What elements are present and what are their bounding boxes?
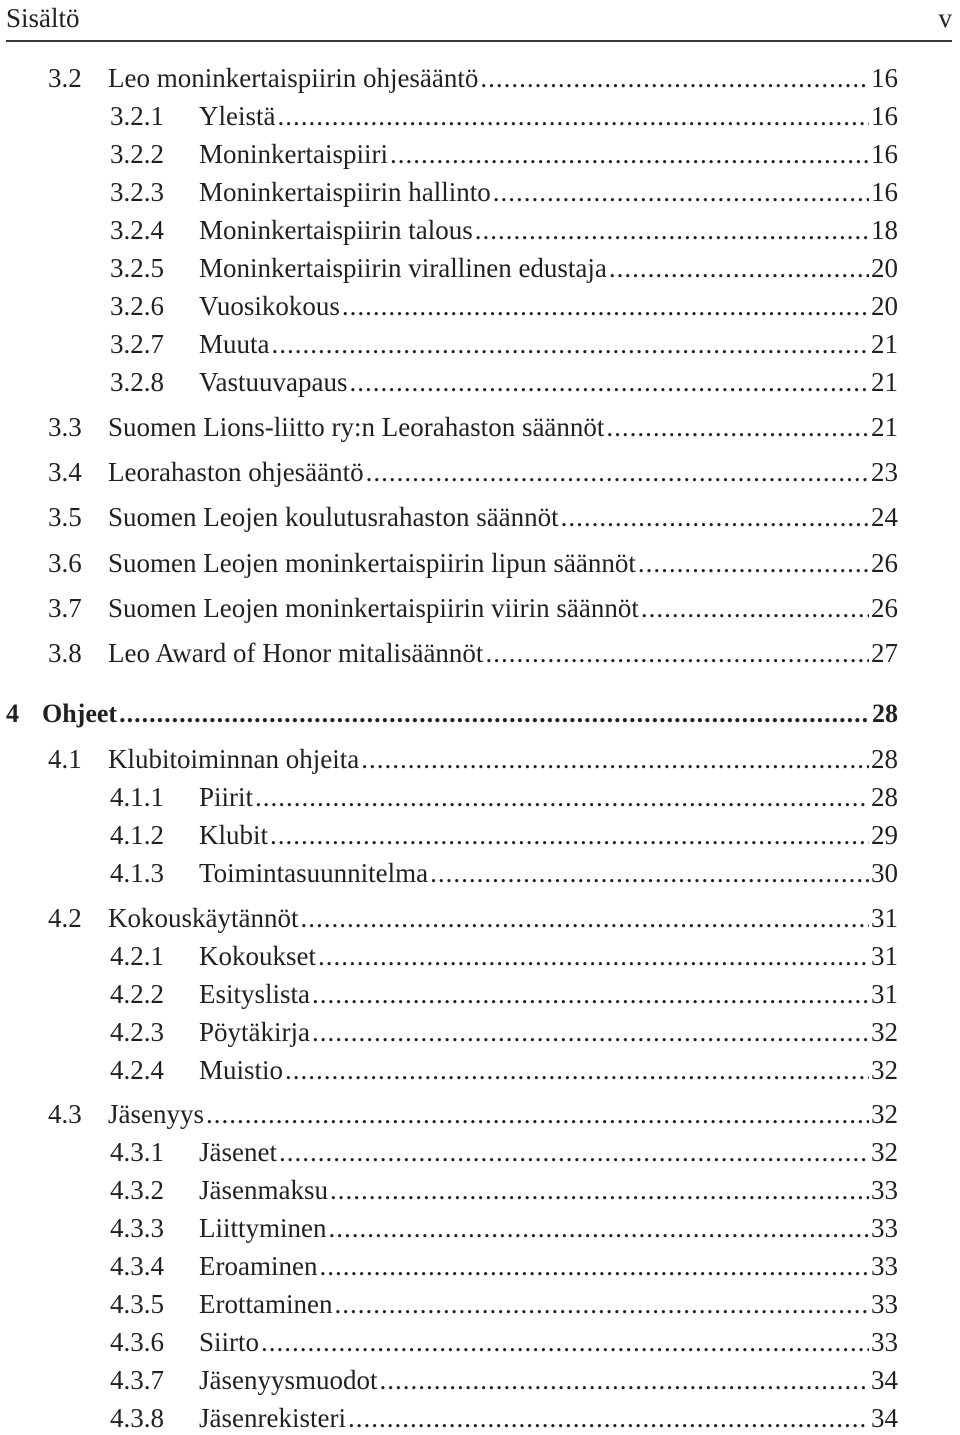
toc-entry-page-number: 32 <box>871 1137 898 1167</box>
toc-entry-page-number: 16 <box>871 63 898 93</box>
toc-leader-dots <box>349 365 869 399</box>
toc-entry-title: Muistio <box>199 1055 284 1085</box>
toc-entry-title: Suomen Leojen koulutusrahaston säännöt <box>108 502 559 532</box>
toc-entry-page-number: 21 <box>871 412 898 442</box>
toc-entry-number: 4.1 <box>48 744 82 774</box>
toc-entry-number: 4.3.3 <box>110 1213 164 1243</box>
toc-entry[interactable] <box>110 251 898 285</box>
toc-entry-page-number: 33 <box>871 1175 898 1205</box>
toc-entry-number: 4.3.5 <box>110 1289 164 1319</box>
toc-entry[interactable] <box>110 818 898 852</box>
toc-leader-dots <box>272 327 870 361</box>
toc-entry-title: Kokoukset <box>199 941 316 971</box>
toc-leader-dots <box>390 137 869 171</box>
toc-entry[interactable] <box>110 327 898 361</box>
toc-entry-number: 4.2 <box>48 903 82 933</box>
toc-entry-title: Vuosikokous <box>199 291 340 321</box>
toc-entry-page-number: 32 <box>871 1017 898 1047</box>
toc-leader-dots <box>330 1173 869 1207</box>
toc-entry-title: Eroaminen <box>199 1251 318 1281</box>
toc-leader-dots <box>493 175 869 209</box>
toc-leader-dots <box>255 780 869 814</box>
toc-entry-number: 3.2.4 <box>110 215 164 245</box>
toc-entry[interactable] <box>110 213 898 247</box>
toc-entry-number: 3.2.1 <box>110 101 164 131</box>
toc-leader-dots <box>279 1135 869 1169</box>
toc-entry-page-number: 27 <box>871 638 898 668</box>
toc-entry-number: 4.2.1 <box>110 941 164 971</box>
toc-leader-dots <box>285 1053 869 1087</box>
toc-entry[interactable] <box>48 901 898 935</box>
toc-entry[interactable] <box>48 1097 898 1131</box>
toc-entry-page-number: 31 <box>871 979 898 1009</box>
toc-entry[interactable] <box>48 636 898 670</box>
toc-entry[interactable] <box>110 1173 898 1207</box>
toc-entry-number: 4.1.1 <box>110 782 164 812</box>
toc-entry-number: 3.2.6 <box>110 291 164 321</box>
toc-leader-dots <box>261 1325 869 1359</box>
toc-leader-dots <box>380 1363 870 1397</box>
toc-entry-number: 3.4 <box>48 457 82 487</box>
toc-entry-number: 3.2.2 <box>110 139 164 169</box>
toc-entry-number: 4.3 <box>48 1099 82 1129</box>
toc-leader-dots <box>475 213 869 247</box>
toc-entry-title: Piirit <box>199 782 254 812</box>
toc-entry-number: 3.2.8 <box>110 367 164 397</box>
toc-entry[interactable] <box>110 977 898 1011</box>
toc-entry-title: Moninkertaispiirin talous <box>199 215 473 245</box>
toc-entry-page-number: 16 <box>871 177 898 207</box>
toc-entry-page-number: 18 <box>871 215 898 245</box>
toc-entry-title: Jäsenyys <box>108 1099 204 1129</box>
toc-entry-title: Leorahaston ohjesääntö <box>108 457 364 487</box>
toc-entry-number: 4.2.3 <box>110 1017 164 1047</box>
toc-entry-number: 4.1.2 <box>110 820 164 850</box>
toc-leader-dots <box>319 1249 869 1283</box>
toc-entry-title: Leo moninkertaispiirin ohjesääntö <box>108 63 479 93</box>
toc-entry-number: 3.2.7 <box>110 329 164 359</box>
toc-entry-title: Kokouskäytännöt <box>108 903 299 933</box>
toc-entry[interactable] <box>6 697 898 731</box>
toc-entry-page-number: 21 <box>871 367 898 397</box>
toc-entry-page-number: 31 <box>871 941 898 971</box>
toc-entry-page-number: 16 <box>871 139 898 169</box>
toc-leader-dots <box>119 697 870 731</box>
toc-entry[interactable] <box>110 99 898 133</box>
toc-leader-dots <box>318 939 869 973</box>
toc-entry[interactable] <box>110 289 898 323</box>
toc-entry[interactable] <box>48 410 898 444</box>
toc-entry-title: Moninkertaispiiri <box>199 139 388 169</box>
toc-entry[interactable] <box>48 546 898 580</box>
toc-entry-page-number: 33 <box>871 1327 898 1357</box>
toc-entry-number: 4.3.2 <box>110 1175 164 1205</box>
toc-entry[interactable] <box>110 939 898 973</box>
toc-leader-dots <box>277 99 869 133</box>
toc-entry[interactable] <box>110 1015 898 1049</box>
toc-entry-page-number: 32 <box>871 1099 898 1129</box>
toc-entry-title: Siirto <box>199 1327 260 1357</box>
toc-entry-number: 4.3.7 <box>110 1365 164 1395</box>
toc-leader-dots <box>641 591 869 625</box>
toc-entry-number: 4.1.3 <box>110 858 164 888</box>
toc-leader-dots <box>361 742 869 776</box>
toc-entry-page-number: 30 <box>871 858 898 888</box>
toc-entry[interactable] <box>110 1363 898 1397</box>
toc-entry-number: 4.2.2 <box>110 979 164 1009</box>
toc-entry[interactable] <box>110 1053 898 1087</box>
toc-leader-dots <box>300 901 869 935</box>
toc-entry-page-number: 33 <box>871 1213 898 1243</box>
toc-entry-title: Erottaminen <box>199 1289 333 1319</box>
toc-entry-page-number: 34 <box>871 1365 898 1395</box>
toc-entry-title: Suomen Leojen moninkertaispiirin lipun säännöt <box>108 548 636 578</box>
toc-entry-page-number: 28 <box>871 744 898 774</box>
toc-entry-title: Jäsenmaksu <box>199 1175 328 1205</box>
toc-entry-title: Jäsenyysmuodot <box>199 1365 378 1395</box>
toc-entry-title: Vastuuvapaus <box>199 367 348 397</box>
toc-entry-number: 4.2.4 <box>110 1055 164 1085</box>
toc-leader-dots <box>329 1211 870 1245</box>
toc-entry-number: 3.2.3 <box>110 177 164 207</box>
toc-entry-page-number: 34 <box>871 1403 898 1433</box>
toc-entry-page-number: 28 <box>872 699 898 728</box>
toc-entry-page-number: 26 <box>871 593 898 623</box>
toc-leader-dots <box>430 856 869 890</box>
toc-entry-title: Leo Award of Honor mitalisäännöt <box>108 638 484 668</box>
toc-entry-page-number: 24 <box>871 502 898 532</box>
toc-entry-page-number: 28 <box>871 782 898 812</box>
toc-leader-dots <box>270 818 869 852</box>
toc-entry-title: Pöytäkirja <box>199 1017 310 1047</box>
toc-entry-page-number: 16 <box>871 101 898 131</box>
toc-leader-dots <box>348 1401 869 1435</box>
toc-entry[interactable] <box>110 780 898 814</box>
toc-entry-title: Suomen Leojen moninkertaispiirin viirin säännöt <box>108 593 639 623</box>
toc-entry-page-number: 31 <box>871 903 898 933</box>
toc-entry-title: Jäsenet <box>199 1137 277 1167</box>
toc-entry[interactable] <box>110 137 898 171</box>
toc-entry-title: Suomen Lions-liitto ry:n Leorahaston säännöt <box>108 412 605 442</box>
toc-leader-dots <box>638 546 869 580</box>
toc-entry-page-number: 20 <box>871 253 898 283</box>
toc-entry-title: Jäsenrekisteri <box>199 1403 346 1433</box>
toc-entry-title: Liittyminen <box>199 1213 327 1243</box>
toc-entry-title: Ohjeet <box>42 699 118 728</box>
toc-entry-number: 4 <box>6 699 19 728</box>
toc-entry[interactable] <box>110 175 898 209</box>
toc-entry-number: 3.8 <box>48 638 82 668</box>
toc-entry-title: Muuta <box>199 329 270 359</box>
toc-entry[interactable] <box>48 61 898 95</box>
toc-entry-number: 4.3.8 <box>110 1403 164 1433</box>
toc-leader-dots <box>485 636 869 670</box>
toc-entry[interactable] <box>110 365 898 399</box>
toc-entry[interactable] <box>48 591 898 625</box>
toc-entry-number: 3.2 <box>48 63 82 93</box>
toc-entry-number: 3.7 <box>48 593 82 623</box>
toc-leader-dots <box>609 251 869 285</box>
toc-entry-number: 4.3.4 <box>110 1251 164 1281</box>
toc-entry[interactable] <box>110 1211 898 1245</box>
toc-entry-title: Moninkertaispiirin virallinen edustaja <box>199 253 607 283</box>
toc-entry-number: 3.6 <box>48 548 82 578</box>
toc-entry-number: 4.3.6 <box>110 1327 164 1357</box>
toc-entry[interactable] <box>110 1249 898 1283</box>
toc-entry-number: 3.2.5 <box>110 253 164 283</box>
toc-entry-page-number: 33 <box>871 1289 898 1319</box>
toc-entry-page-number: 29 <box>871 820 898 850</box>
toc-leader-dots <box>334 1287 869 1321</box>
toc-entry[interactable] <box>110 1325 898 1359</box>
toc-entry-title: Esityslista <box>199 979 311 1009</box>
running-header-title: Sisältö <box>6 3 80 33</box>
toc-leader-dots <box>342 289 869 323</box>
toc-leader-dots <box>606 410 869 444</box>
running-header-page-number: v <box>938 3 952 33</box>
toc-entry-number: 3.3 <box>48 412 82 442</box>
toc-entry[interactable] <box>48 742 898 776</box>
toc-entry[interactable] <box>110 1287 898 1321</box>
toc-entry-title: Yleistä <box>199 101 276 131</box>
toc-entry-title: Klubit <box>199 820 269 850</box>
toc-entry[interactable] <box>110 1401 898 1435</box>
toc-entry-number: 3.5 <box>48 502 82 532</box>
toc-leader-dots <box>366 455 869 489</box>
toc-leader-dots <box>561 500 869 534</box>
toc-entry-page-number: 32 <box>871 1055 898 1085</box>
toc-leader-dots <box>312 977 869 1011</box>
toc-entry-page-number: 21 <box>871 329 898 359</box>
toc-entry-title: Moninkertaispiirin hallinto <box>199 177 491 207</box>
toc-entry[interactable] <box>48 455 898 489</box>
toc-entry-title: Klubitoiminnan ohjeita <box>108 744 360 774</box>
toc-entry-page-number: 33 <box>871 1251 898 1281</box>
toc-entry-page-number: 23 <box>871 457 898 487</box>
toc-entry-page-number: 26 <box>871 548 898 578</box>
toc-entry[interactable] <box>110 1135 898 1169</box>
toc-entry[interactable] <box>48 500 898 534</box>
toc-entry[interactable] <box>110 856 898 890</box>
toc-leader-dots <box>206 1097 869 1131</box>
toc-leader-dots <box>312 1015 869 1049</box>
toc-entry-number: 4.3.1 <box>110 1137 164 1167</box>
toc-leader-dots <box>480 61 869 95</box>
toc-entry-page-number: 20 <box>871 291 898 321</box>
toc-entry-title: Toimintasuunnitelma <box>199 858 429 888</box>
